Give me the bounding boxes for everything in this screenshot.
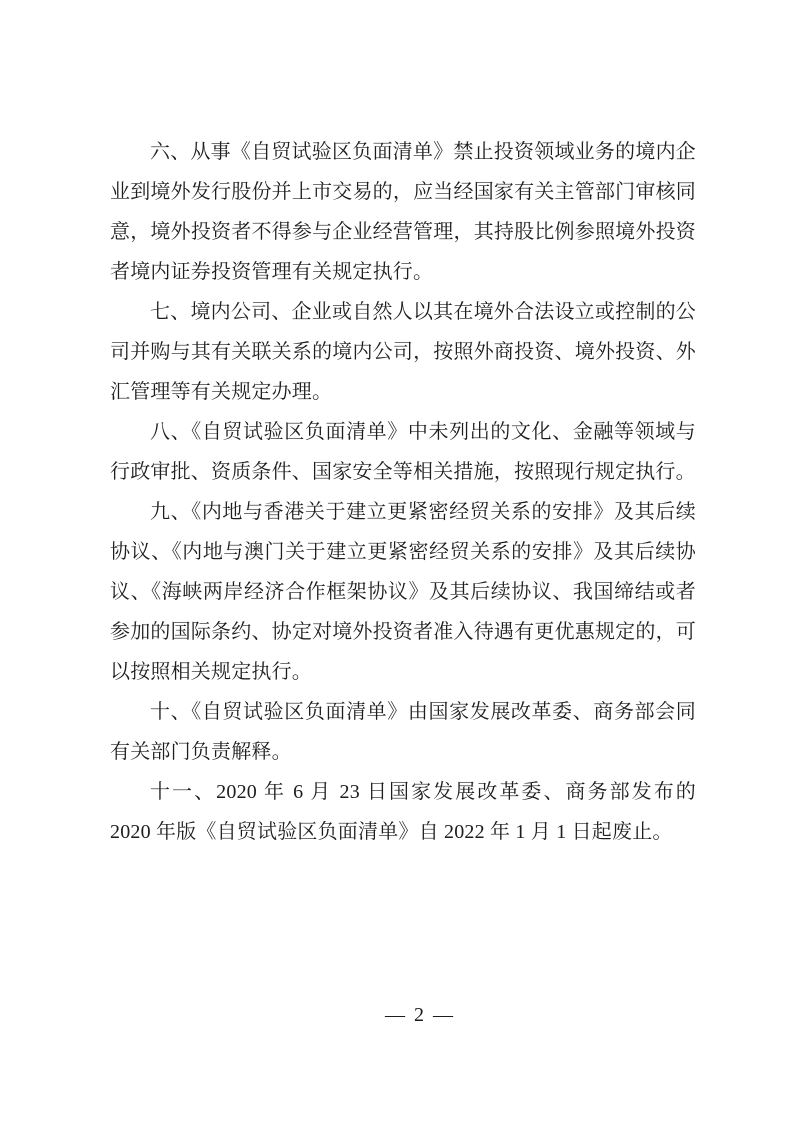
paragraph-clause-7: 七、境内公司、企业或自然人以其在境外合法设立或控制的公司并购与其有关联关系的境内公司，按照外商投资、境外投资、外汇管理等有关规定办理。 bbox=[110, 301, 696, 403]
paragraph-clause-10: 十、《自贸试验区负面清单》由国家发展改革委、商务部会同有关部门负责解释。 bbox=[110, 701, 696, 763]
paragraph-clause-11: 十一、2020 年 6 月 23 日国家发展改革委、商务部发布的 2020 年版《自贸试验区负面清单》自 2022 年 1 月 1 日起废止。 bbox=[110, 781, 696, 843]
page-footer bbox=[20, 997, 800, 1033]
paragraph-clause-9: 九、《内地与香港关于建立更紧密经贸关系的安排》及其后续协议、《内地与澳门关于建立更紧密经贸关系的安排》及其后续协议、《海峡两岸经济合作框架协议》及其后续协议、我国缔结或者参加的国际条约、协定对境外投资者准入待遇有更优惠规定的，可以按照相关规定执行。 bbox=[110, 501, 696, 683]
document-body bbox=[110, 132, 696, 852]
paragraph-clause-6: 六、从事《自贸试验区负面清单》禁止投资领域业务的境内企业到境外发行股份并上市交易的，应当经国家有关主管部门审核同意，境外投资者不得参与企业经营管理，其持股比例参照境外投资者境内证券投资管理有关规定执行。 bbox=[110, 141, 696, 283]
page-number: — 2 — bbox=[385, 1004, 455, 1026]
paragraph-clause-8: 八、《自贸试验区负面清单》中未列出的文化、金融等领域与行政审批、资质条件、国家安全等相关措施，按照现行规定执行。 bbox=[110, 421, 696, 483]
